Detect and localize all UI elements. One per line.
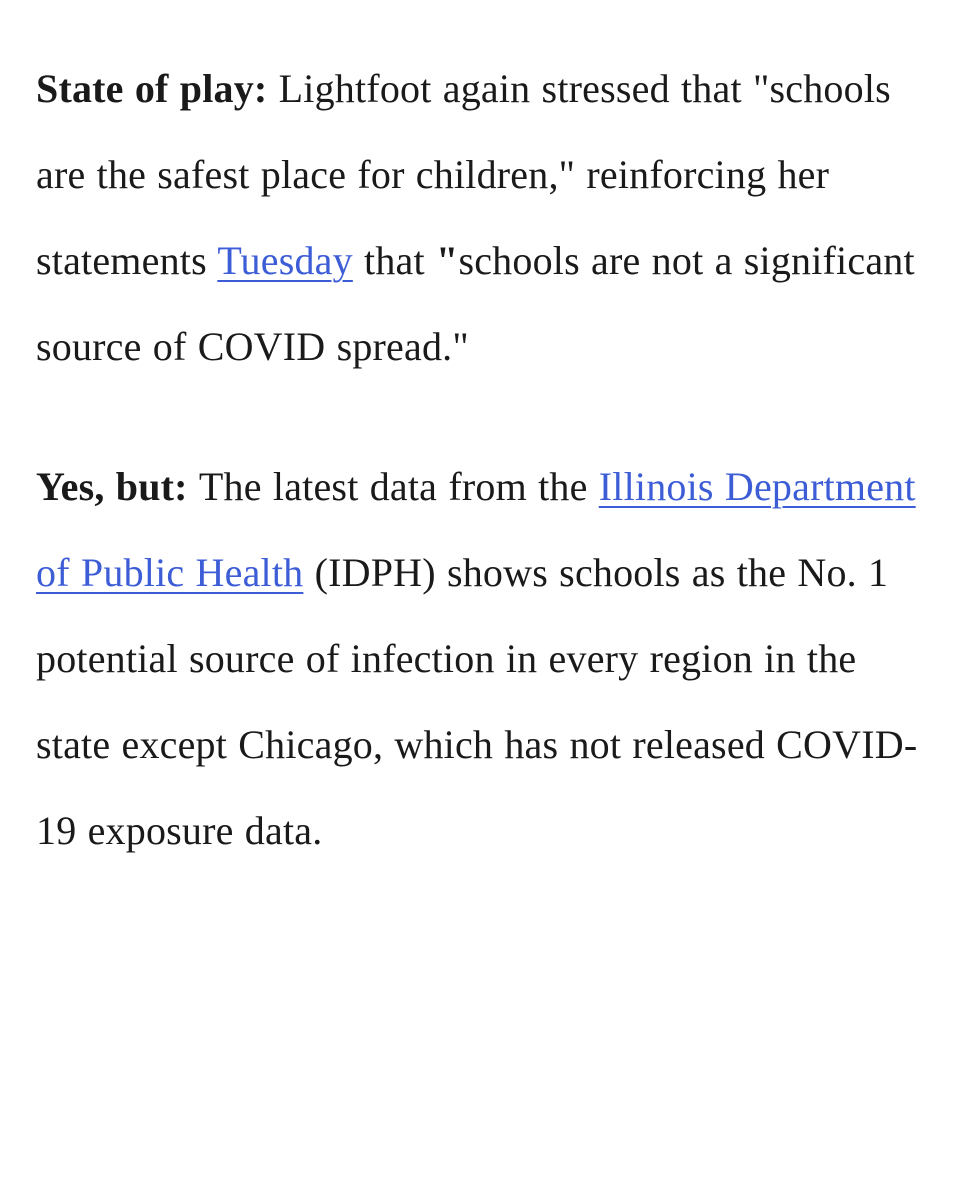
paragraph-yes-but: [36, 444, 929, 874]
body-text: The latest data from the: [198, 464, 599, 509]
article-text: [36, 46, 929, 874]
paragraph-state-of-play: [36, 46, 929, 390]
body-text: that: [352, 238, 437, 283]
body-text: Lightfoot again stressed that "schools are the safest place for children," reinforcing her statements: [36, 66, 891, 283]
bold-lead-in: Yes, but:: [36, 464, 199, 509]
bold-lead-in: ": [436, 238, 459, 283]
bold-lead-in: State of play:: [36, 66, 279, 111]
body-text: (IDPH) shows schools as the No. 1 potential source of infection in every region in the state except Chicago, which has not released COVID-19 exposure data.: [36, 550, 918, 853]
body-text: schools are not a significant source of COVID spread.": [36, 238, 915, 369]
inline-link[interactable]: Tuesday: [217, 238, 353, 283]
inline-link[interactable]: Illinois Department of Public Health: [36, 464, 916, 595]
